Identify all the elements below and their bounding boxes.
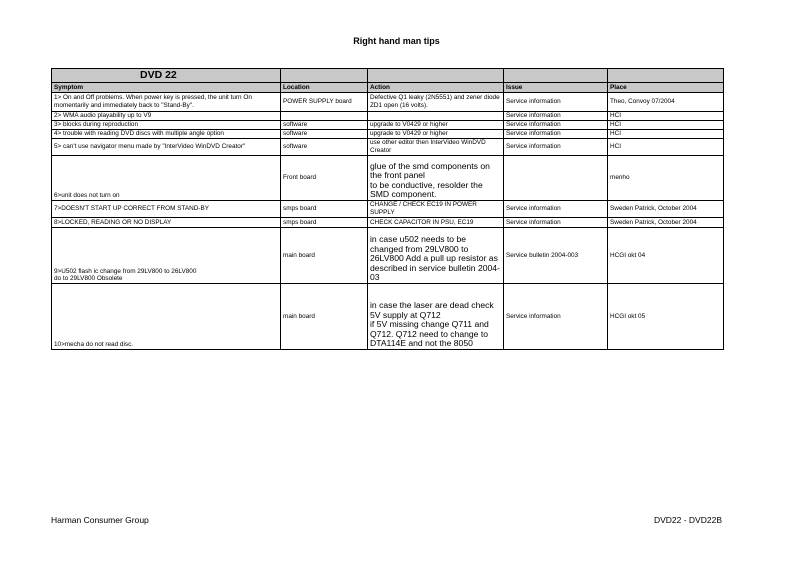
cell-action: use other editor then InterVideo WinDVD Creator	[368, 139, 504, 156]
table-row	[52, 218, 724, 228]
table-row	[52, 121, 724, 130]
cell-symptom: 7>DOESN'T START UP CORRECT FROM STAND-BY	[52, 201, 281, 218]
cell-symptom: 2> WMA audio playability up to V9	[52, 112, 281, 121]
cell-symptom: 1> On and Off problems. When power key is pressed, the unit turn On momentarily and immediately back to "Stand-By".	[52, 93, 281, 112]
cell-place: HCI	[608, 112, 724, 121]
table-row	[52, 201, 724, 218]
cell-action: CHECK CAPACITOR IN PSU, EC19	[368, 218, 504, 228]
table-row	[52, 139, 724, 156]
cell-issue: Service information	[504, 284, 608, 350]
cell-place: HCI	[608, 130, 724, 139]
header-issue: Issue	[504, 83, 608, 93]
cell-symptom: 3> blocks during reproduction	[52, 121, 281, 130]
cell-place: HCGI okt 04	[608, 228, 724, 284]
cell-action: glue of the smd components on the front panel to be conductive, resolder the SMD component.	[368, 156, 504, 201]
cell-place: HCI	[608, 121, 724, 130]
cell-issue: Service information	[504, 93, 608, 112]
header-place: Place	[608, 83, 724, 93]
model-row-blank	[368, 69, 504, 83]
header-symptom: Symptom	[52, 83, 281, 93]
cell-symptom: 5> can't use navigator menu made by "InterVideo WinDVD Creator"	[52, 139, 281, 156]
cell-issue: Service information	[504, 139, 608, 156]
table-row	[52, 130, 724, 139]
cell-issue: Service information	[504, 218, 608, 228]
cell-action: Defective Q1 leaky (2N5551) and zener diode ZD1 open (16 volts).	[368, 93, 504, 112]
cell-location: smps board	[281, 201, 368, 218]
table-row	[52, 284, 724, 350]
cell-action: in case the laser are dead check 5V supply at Q712 if 5V missing change Q711 and Q712. Q712 need to change to DTA114E and not the 8050	[368, 284, 504, 350]
model-row-blank	[504, 69, 608, 83]
model-row	[52, 69, 724, 83]
model-row-blank	[608, 69, 724, 83]
cell-symptom: 9>U502 flash ic change from 29LV800 to 26LV800 do to 29LV800 Obsolete	[52, 228, 281, 284]
cell-location: software	[281, 121, 368, 130]
model-row-blank	[281, 69, 368, 83]
cell-location: main board	[281, 228, 368, 284]
page-title: Right hand man tips	[353, 36, 440, 46]
cell-symptom: 10>mecha do not read disc.	[52, 284, 281, 350]
cell-location: main board	[281, 284, 368, 350]
cell-place: HCI	[608, 139, 724, 156]
cell-place: HCGI okt 05	[608, 284, 724, 350]
cell-issue	[504, 156, 608, 201]
cell-action: upgrade to V0429 or higher	[368, 121, 504, 130]
footer-model: DVD22 - DVD22B	[653, 515, 722, 525]
cell-place: menho	[608, 156, 724, 201]
cell-location: Front board	[281, 156, 368, 201]
cell-symptom: 6>unit does not turn on	[52, 156, 281, 201]
cell-location: POWER SUPPLY board	[281, 93, 368, 112]
cell-symptom: 4> trouble with reading DVD discs with multiple angle option	[52, 130, 281, 139]
cell-location	[281, 112, 368, 121]
cell-location: software	[281, 139, 368, 156]
cell-place: Sweden Patrick, October 2004	[608, 201, 724, 218]
cell-action: in case u502 needs to be changed from 29LV800 to 26LV800 Add a pull up resistor as described in service bulletin 2004-03	[368, 228, 504, 284]
footer-company: Harman Consumer Group	[51, 515, 149, 525]
header-location: Location	[281, 83, 368, 93]
model-title: DVD 22	[52, 69, 281, 83]
table-row	[52, 228, 724, 284]
cell-place: Sweden Patrick, October 2004	[608, 218, 724, 228]
cell-issue: Service information	[504, 130, 608, 139]
cell-location: smps board	[281, 218, 368, 228]
cell-action	[368, 112, 504, 121]
cell-issue: Service bulletin 2004-003	[504, 228, 608, 284]
cell-symptom: 8>LOCKED, READING OR NO DISPLAY	[52, 218, 281, 228]
table-row	[52, 156, 724, 201]
cell-issue: Service information	[504, 112, 608, 121]
cell-action: upgrade to V0429 or higher	[368, 130, 504, 139]
cell-action: CHANGE / CHECK EC19 IN POWER SUPPLY	[368, 201, 504, 218]
cell-issue: Service information	[504, 201, 608, 218]
cell-place: Theo, Convoy 07/2004	[608, 93, 724, 112]
table-row	[52, 112, 724, 121]
cell-location: software	[281, 130, 368, 139]
tips-table	[51, 68, 724, 350]
header-row	[52, 83, 724, 93]
table-row	[52, 93, 724, 112]
header-action: Action	[368, 83, 504, 93]
cell-issue: Service information	[504, 121, 608, 130]
